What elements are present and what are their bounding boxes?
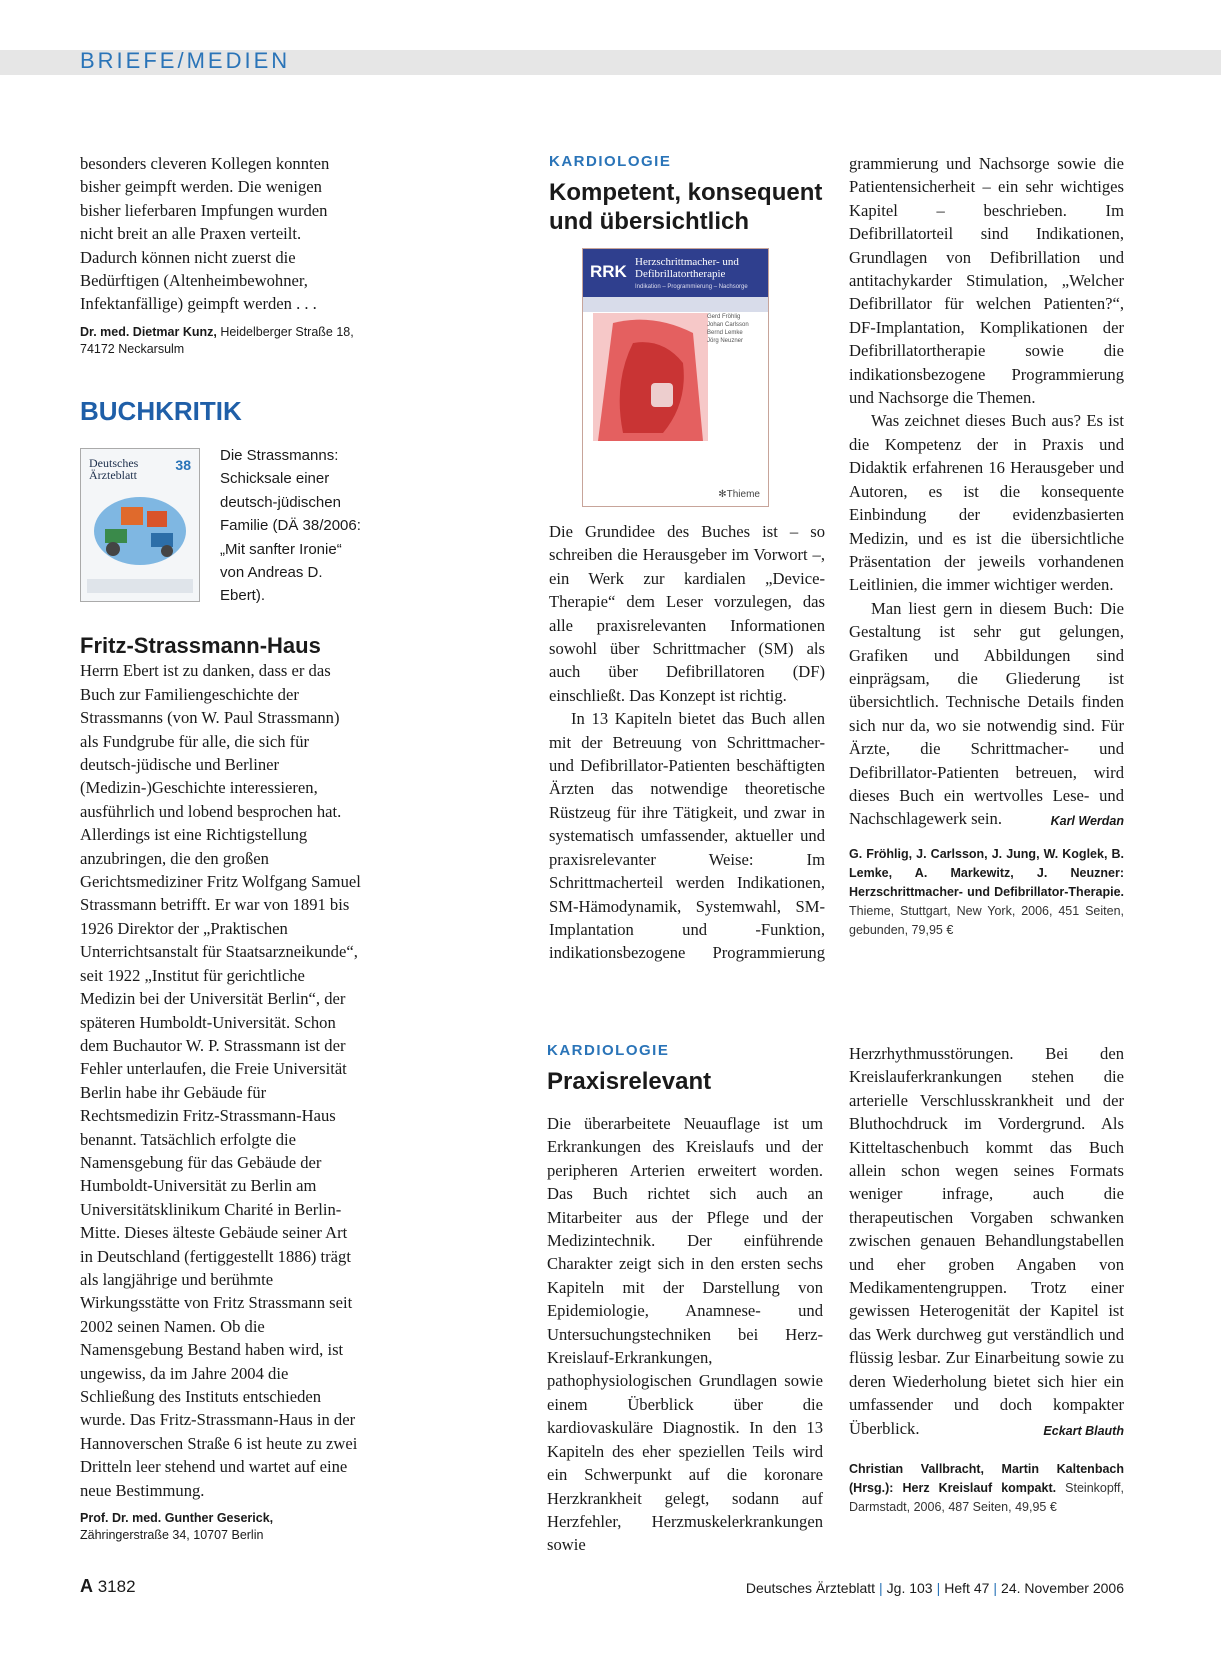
review2-text-right: Herzrhythmusstörungen. Bei den Kreislauferkrankungen stehen die arterielle Verschlusskrankheit und der Bluthochdruck im Vordergrund. Als Kitteltaschenbuch kommt das Buch allein schon wegen seines Formats weniger infrage, auch die therapeutischen Vorgaben schwanken zwischen genauen Behandlungstabellen und eher groben Angaben von Medikamentengruppen. Trotz einer gewissen Heterogenität der Kapitel ist das Werk durchweg gut verständlich und flüssig lesbar. Zur Einarbeitung sowie zu deren Wiederholung bietet sich hier ein umfassender und doch kompakter Überblick. Eckart Blauth bbox=[849, 1042, 1124, 1440]
cover-strip bbox=[87, 579, 193, 593]
cover-illustration bbox=[91, 489, 189, 567]
letter-address: Heidelberger Straße 18, 74172 Neckarsulm bbox=[80, 324, 354, 356]
review1-paragraph-3: Was zeichnet dieses Buch aus? Es ist die Kompetenz der in Praxis und Didaktik erfahrenen 16 Herausgeber und Autoren, es ist die konsequente Einbindung der evidenzbasierten Medizin, und es ist die übersichtliche Präsentation der jeweils vorhandenen Leitlinien, die immer wichtiger werden. bbox=[849, 411, 1124, 595]
review1-paragraph-2: In 13 Kapiteln bietet das Buch allen mit der Betreuung von Schrittmacher- und Defibrillator-Patienten beschäftigten Ärzten das notwendige theoretische Rüstzeug für ihre Tätigkeit, und zwar in systematisch umfassender, aktueller und praxisrelevanter Weise: Im Schrittmacherteil werden Indikationen, SM-Hämodynamik, Systemwahl, SM-Implantation und -Funktion, indikationsbezogene Programmierung bbox=[549, 709, 825, 963]
letter-author: Dr. med. Dietmar Kunz, bbox=[80, 324, 217, 339]
cover-subtitle: Indikation – Programmierung – Nachsorge bbox=[635, 284, 748, 290]
buchkritik-author: Prof. Dr. med. Gunther Geserick, bbox=[80, 1511, 274, 1526]
cover-logo: RRK bbox=[590, 262, 627, 281]
buchkritik-body bbox=[80, 634, 362, 1544]
cover-masthead: Deutsches Ärzteblatt bbox=[89, 456, 139, 482]
cover-publisher: ✻Thieme bbox=[718, 489, 760, 500]
review2-bookinfo: Christian Vallbracht, Martin Kaltenbach (Hrsg.): Herz Kreislauf kompakt. Steinkopff, Darmstadt, 2006, 487 Seiten, 49,95 € bbox=[849, 1461, 1124, 1514]
buchkritik-subheading: Fritz-Strassmann-Haus bbox=[80, 633, 321, 658]
letter-signature bbox=[80, 324, 360, 358]
section-label: BRIEFE/MEDIEN bbox=[80, 48, 291, 73]
buchkritik-signature bbox=[80, 1510, 362, 1544]
page-folio: A 3182 bbox=[80, 1576, 136, 1596]
review2-reviewer: Eckart Blauth bbox=[1043, 1423, 1124, 1438]
book-cover-herzschrittmacher bbox=[582, 248, 769, 507]
review2-text-left: Die überarbeitete Neuauflage ist um Erkrankungen des Kreislaufs und der peripheren Arterien erweitert worden. Das Buch richtet sich auch an Mitarbeiter aus der Pflege und der Medizintechnik. Der einführende Charakter zeigt sich in den ersten sechs Kapiteln mit der Darstellung von Epidemiologie, Anamnese- und Untersuchungstechniken bei Herz-Kreislauf-Erkrankungen, pathophysiologischen Grundlagen sowie einem Überblick über die kardiovaskuläre Diagnostik. In den 13 Kapiteln des eher speziellen Teils wird ein Schwerpunkt auf die koronare Herzkrankheit gelegt, sodann auf Herzfehler, Herzmuskelerkrankungen sowie bbox=[547, 1114, 823, 1555]
review2-column-middle bbox=[547, 1112, 823, 1557]
cover-side-band bbox=[583, 297, 768, 312]
letter-text: besonders cleveren Kollegen konnten bisher geimpft werden. Die wenigen bisher lieferbaren Impfungen wurden nicht breit an alle Praxen verteilt. Dadurch können nicht zuerst die Bedürftigen (Altenheimbewohner, Infektanfällige) geimpft werden . . . bbox=[80, 154, 330, 314]
review2-headline: Praxisrelevant bbox=[547, 1068, 712, 1095]
review1-paragraph-2-cont: grammierung und Nachsorge sowie die Patientensicherheit – ein sehr wichtiges Kapitel – beschrieben. Im Defibrillatorteil sind Indikationen, Grundlagen von Defibrillation und antitachykarder Stimulation, „Welcher Defibrillator für welchen Patienten?“, DF-Implantation, Komplikationen der Defibrillatortherapie sowie die indikationsbezogene Programmierung und Nachsorge die Themen. bbox=[849, 154, 1124, 408]
review2-column-right bbox=[849, 1042, 1124, 1517]
review1-column-middle bbox=[549, 520, 825, 964]
footer-journal: Deutsches Ärzteblatt bbox=[745, 1580, 876, 1596]
review1-paragraph-1: Die Grundidee des Buches ist – so schreiben die Herausgeber im Vorwort –, ein Werk zur kardialen „Device-Therapie“ dem Leser vorzulegen, das alle praxisrelevanten Informationen sowohl über Schrittmacher (SM) als auch über Defibrillatoren (DF) einschließt. Das Konzept ist richtig. bbox=[549, 522, 825, 705]
buchkritik-text: Herrn Ebert ist zu danken, dass er das Buch zur Familiengeschichte der Strassmanns (von W. Paul Strassmann) als Fundgrube für alle, die sich für deutsch-jüdische und Berliner (Medizin-)Geschichte interessieren, ausführlich und lobend besprochen hat. Allerdings ist eine Richtigstellung anzubringen, die den großen Gerichtsmediziner Fritz Wolfgang Samuel Strassmann betrifft. Er war von 1891 bis 1926 Direktor der „Praktischen Unterrichtsanstalt für Staatsarzneikunde“, seit 1922 „Institut für gerichtliche Medizin bei der Universität Berlin“, der späteren Humboldt-Universität. Schon dem Buchautor W. P. Strassmann ist der Fehler unterlaufen, die Freie Universität Berlin habe ihr Gebäude für Rechtsmedizin Fritz-Strassmann-Haus benannt. Tatsächlich erfolgte die Namensgebung für das Gebäude der Humboldt-Universität zu Berlin am Universitätsklinikum Charité in Berlin-Mitte. Dieses älteste Gebäude seiner Art in Deutschland (fertiggestellt 1886) trägt als langjährige und berühmte Wirkungsstätte von Fritz Strassmann seit 2002 seinen Namen. Ob die Namensgebung Bestand haben wird, ist ungewiss, da im Jahre 2004 die Schließung des Instituts entschieden wurde. Das Fritz-Strassmann-Haus in der Hannoverschen Straße 6 ist heute zu zwei Dritteln leer stehend und wartet auf eine neue Bestimmung. bbox=[80, 661, 361, 1500]
buchkritik-caption: Die Strassmanns: Schicksale einer deutsch-jüdischen Familie (DÄ 38/2006: „Mit sanfter Ironie“ von Andreas D. Ebert). bbox=[220, 447, 361, 605]
footer-issue: Heft 47 bbox=[944, 1580, 990, 1596]
buchkritik-address: Zähringerstraße 34, 10707 Berlin bbox=[80, 1528, 264, 1543]
review1-headline: Kompetent, konsequent und übersichtlich bbox=[549, 179, 823, 235]
review2-kicker: KARDIOLOGIE bbox=[547, 1042, 670, 1059]
buchkritik-heading: BUCHKRITIK bbox=[80, 396, 242, 426]
footer-date: 24. November 2006 bbox=[1001, 1580, 1124, 1596]
aerzteblatt-cover-image bbox=[80, 448, 200, 602]
footer-journal-info: Deutsches Ärzteblatt | Jg. 103 | Heft 47 | 24. November 2006 bbox=[745, 1580, 1124, 1596]
cover-issue-number: 38 bbox=[175, 457, 191, 473]
cover-authors: Gerd Fröhlig Johan Carlsson Bernd Lemke Jörg Neuzner bbox=[707, 314, 749, 344]
review1-bookinfo: G. Fröhlig, J. Carlsson, J. Jung, W. Koglek, B. Lemke, A. Markewitz, J. Neuzner: Herzschrittmacher- und Defibrillator-Therapie. Thieme, Stuttgart, New York, 2006, 451 Seiten, gebunden, 79,95 € bbox=[849, 846, 1124, 937]
review1-reviewer: Karl Werdan bbox=[1050, 814, 1124, 829]
column-left bbox=[80, 152, 360, 358]
xray-illustration bbox=[593, 313, 708, 441]
review1-column-right bbox=[849, 152, 1124, 940]
review1-paragraph-4: Man liest gern in diesem Buch: Die Gestaltung ist sehr gut gelungen, Grafiken und Abbildungen sind einprägsam, die Gliederung ist übersichtlich. Technische Details finden sich nur da, wo sie notwendig sind. Für Ärzte, die Schrittmacher- und Defibrillator-Patienten betreuen, wird dieses Buch ein wertvolles Lese- und Nachschlagewerk sein. Karl Werdan bbox=[849, 597, 1124, 831]
review1-kicker: KARDIOLOGIE bbox=[549, 153, 672, 170]
footer-volume: Jg. 103 bbox=[886, 1580, 933, 1596]
cover-title: Herzschrittmacher- und Defibrillatortherapie bbox=[635, 256, 739, 280]
